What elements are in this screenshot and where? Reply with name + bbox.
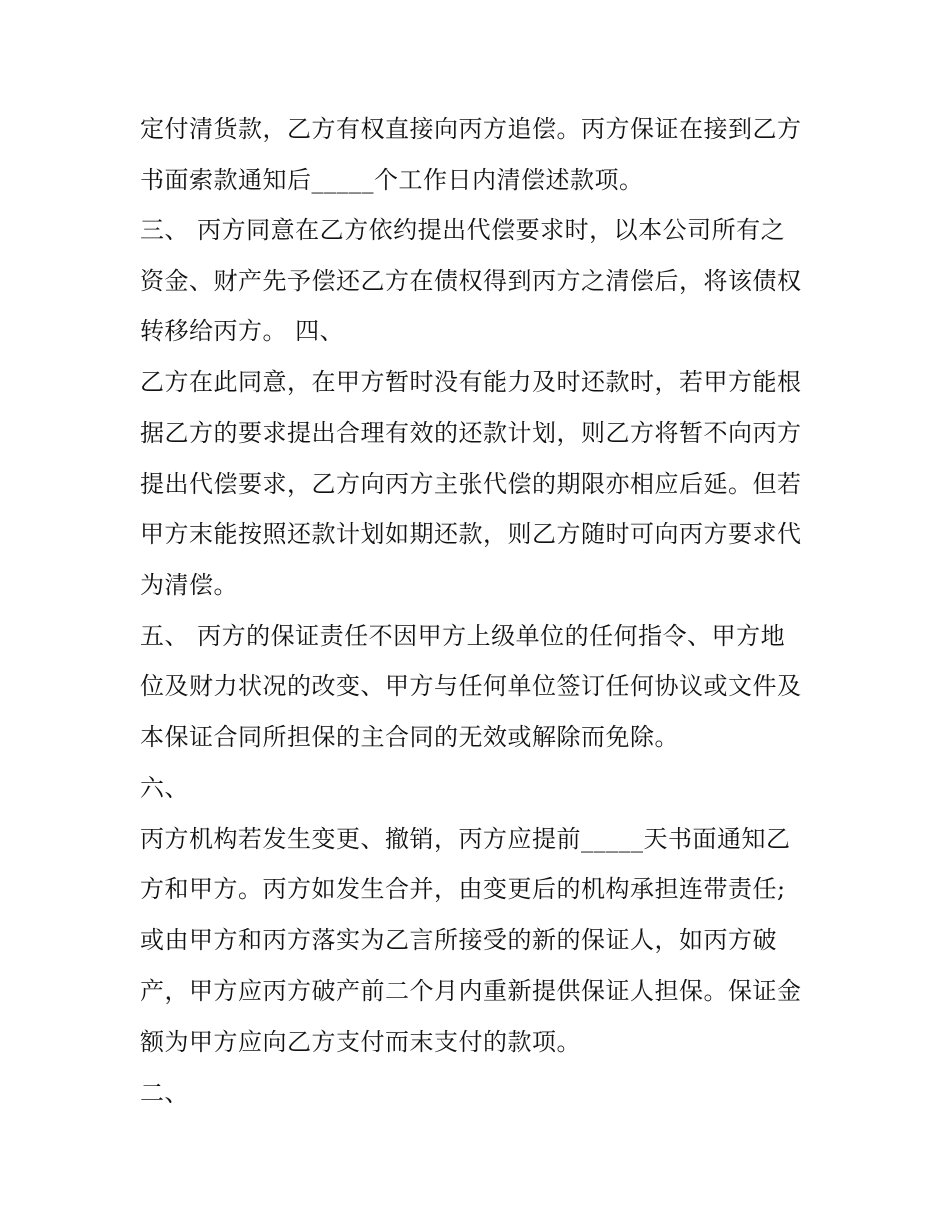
- text-line: 甲方末能按照还款计划如期还款，则乙方随时可向丙方要求代: [140, 520, 802, 548]
- text-line: 提出代偿要求，乙方向丙方主张代偿的期限亦相应后延。但若: [140, 470, 802, 498]
- text-line: 三、 丙方同意在乙方依约提出代偿要求时，以本公司所有之: [140, 216, 786, 244]
- text-line: 本保证合同所担保的主合同的无效或解除而免除。: [140, 723, 679, 751]
- text-line: 方和甲方。丙方如发生合并，由变更后的机构承担连带责任;: [140, 875, 786, 903]
- text-line: 产，甲方应丙方破产前二个月内重新提供保证人担保。保证金: [140, 977, 802, 1005]
- text-line: 定付清货款，乙方有权直接向丙方追偿。丙方保证在接到乙方: [140, 115, 802, 143]
- text-line: 转移给丙方。 四、: [140, 317, 345, 345]
- text-line: 额为甲方应向乙方支付而末支付的款项。: [140, 1028, 581, 1056]
- text-line: 书面索款通知后_____个工作日内清偿述款项。: [140, 166, 644, 194]
- text-line: 丙方机构若发生变更、撤销，丙方应提前_____天书面通知乙: [140, 825, 791, 853]
- text-line: 二、: [140, 1079, 189, 1107]
- text-line: 六、: [140, 774, 189, 802]
- text-line: 五、 丙方的保证责任不因甲方上级单位的任何指令、甲方地: [140, 622, 786, 650]
- text-line: 或由甲方和丙方落实为乙言所接受的新的保证人，如丙方破: [140, 926, 777, 954]
- text-line: 据乙方的要求提出合理有效的还款计划，则乙方将暂不向丙方: [140, 419, 802, 447]
- text-line: 乙方在此同意，在甲方暂时没有能力及时还款时，若甲方能根: [140, 368, 802, 396]
- text-line: 资金、财产先予偿还乙方在债权得到丙方之清偿后，将该债权: [140, 267, 802, 295]
- text-line: 为清偿。: [140, 571, 238, 599]
- text-line: 位及财力状况的改变、甲方与任何单位签订任何协议或文件及: [140, 672, 802, 700]
